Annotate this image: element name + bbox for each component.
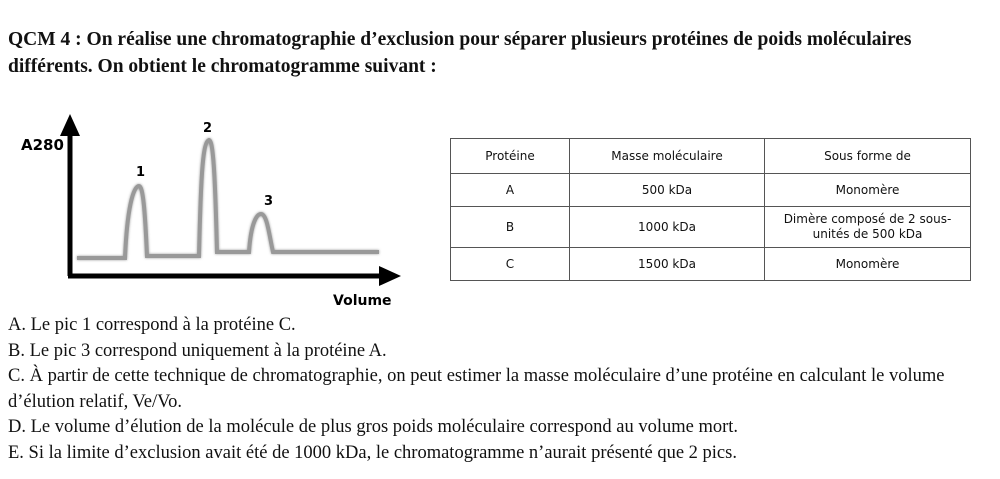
question-text: QCM 4 : On réalise une chromatographie d’exclusion pour séparer plusieurs protéines de poids moléculaires différents. On obtient le chromatogramme suivant : <box>8 29 912 77</box>
y-axis-label: A280 <box>21 136 64 154</box>
option-b: B. Le pic 3 correspond uniquement à la protéine A. <box>8 340 387 361</box>
y-axis-arrow <box>60 114 80 136</box>
x-axis-arrow <box>379 266 401 286</box>
cell-mass: 1000 kDa <box>570 207 765 248</box>
option-a: A. Le pic 1 correspond à la protéine C. <box>8 315 296 335</box>
option-c: C. À partir de cette technique de chromatographie, on peut estimer la masse moléculaire d’une protéine en calculant le volume d’élution relatif, Ve/Vo. <box>8 366 945 412</box>
header-protein: Protéine <box>451 139 570 174</box>
cell-mass: 500 kDa <box>570 174 765 207</box>
peak-label-3: 3 <box>264 194 274 209</box>
cell-mass: 1500 kDa <box>570 248 765 281</box>
x-axis-label: Volume <box>333 293 392 309</box>
cell-protein: A <box>451 174 570 207</box>
option-d: D. Le volume d’élution de la molécule de plus gros poids moléculaire correspond au volume mort. <box>8 417 739 437</box>
cell-form: Dimère composé de 2 sous-unités de 500 kDa <box>765 207 971 248</box>
chromatogram-curve <box>77 140 379 258</box>
answer-options <box>8 313 998 466</box>
cell-protein: B <box>451 207 570 248</box>
header-mass: Masse moléculaire <box>570 139 765 174</box>
cell-form: Monomère <box>765 174 971 207</box>
cell-form: Monomère <box>765 248 971 281</box>
option-e: E. Si la limite d’exclusion avait été de 1000 kDa, le chromatogramme n’aurait présenté que 2 pics. <box>8 442 737 463</box>
cell-protein: C <box>451 248 570 281</box>
chromatogram <box>15 110 405 310</box>
protein-table <box>450 138 971 281</box>
table-row <box>451 174 971 207</box>
table-header-row <box>451 139 971 174</box>
table-row <box>451 207 971 248</box>
table-row <box>451 248 971 281</box>
header-form: Sous forme de <box>765 139 971 174</box>
peak-label-1: 1 <box>136 165 146 180</box>
peak-label-2: 2 <box>203 121 213 136</box>
